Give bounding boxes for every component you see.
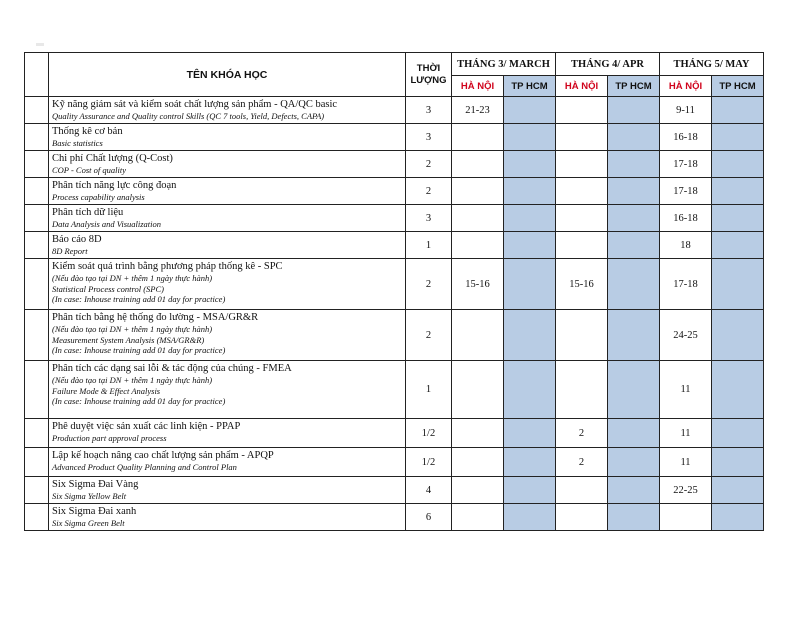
schedule-cell-mar-hn: 21-23: [452, 97, 504, 124]
course-name-cell: [49, 232, 406, 259]
city-header-hanoi-march: HÀ NỘI: [452, 76, 504, 97]
schedule-cell-may-hcm: [712, 232, 764, 259]
schedule-cell-apr-hn: 15-16: [556, 259, 608, 310]
course-row: [25, 310, 764, 361]
course-name-cell: [49, 448, 406, 477]
course-name-vi: Chi phí Chất lượng (Q-Cost): [52, 153, 173, 164]
schedule-cell-mar-hcm: [504, 232, 556, 259]
row-margin-cell: [25, 97, 49, 124]
duration-header-line2: LƯỢNG: [410, 74, 447, 86]
course-name-cell: [49, 361, 406, 419]
course-name-vi: Phân tích năng lực công đoạn: [52, 180, 177, 191]
city-header-hanoi-april: HÀ NỘI: [556, 76, 608, 97]
schedule-cell-may-hn: 18: [660, 232, 712, 259]
schedule-cell-may-hn: 24-25: [660, 310, 712, 361]
month-header-march: THÁNG 3/ MARCH: [452, 53, 556, 76]
course-row: [25, 419, 764, 448]
schedule-cell-may-hcm: [712, 448, 764, 477]
schedule-cell-may-hn: 17-18: [660, 151, 712, 178]
course-name-cell: [49, 310, 406, 361]
schedule-cell-may-hcm: [712, 178, 764, 205]
course-name-vi: Thống kê cơ bản: [52, 126, 123, 137]
course-name-vi: Six Sigma Đai xanh: [52, 506, 137, 517]
schedule-cell-mar-hn: [452, 151, 504, 178]
course-name-vi: Phê duyệt việc sản xuất các linh kiện - PPAP: [52, 421, 241, 432]
schedule-cell-apr-hcm: [608, 419, 660, 448]
schedule-cell-apr-hcm: [608, 124, 660, 151]
course-name-en: Six Sigma Yellow Belt: [52, 491, 127, 501]
course-name-vi: Lập kế hoạch nâng cao chất lượng sản phẩm - APQP: [52, 450, 274, 461]
header-row-months: [25, 53, 764, 76]
schedule-cell-may-hn: 11: [660, 361, 712, 419]
schedule-cell-may-hn: 16-18: [660, 205, 712, 232]
schedule-cell-apr-hcm: [608, 504, 660, 531]
schedule-cell-apr-hn: 2: [556, 448, 608, 477]
row-margin-cell: [25, 504, 49, 531]
page-mark: [36, 43, 44, 46]
schedule-cell-apr-hn: [556, 361, 608, 419]
schedule-cell-mar-hn: [452, 361, 504, 419]
course-name-cell: [49, 477, 406, 504]
course-row: [25, 477, 764, 504]
duration-cell: 4: [406, 477, 452, 504]
duration-cell: 1: [406, 232, 452, 259]
course-name-vi: Kiểm soát quá trình bằng phương pháp thống kê - SPC: [52, 261, 283, 272]
row-margin-cell: [25, 178, 49, 205]
row-margin-cell: [25, 259, 49, 310]
duration-cell: 3: [406, 124, 452, 151]
row-margin-cell: [25, 419, 49, 448]
course-row: [25, 124, 764, 151]
schedule-cell-may-hcm: [712, 310, 764, 361]
duration-cell: 2: [406, 259, 452, 310]
course-row: [25, 361, 764, 419]
schedule-cell-may-hcm: [712, 151, 764, 178]
course-note-vi: (Nếu đào tạo tại DN + thêm 1 ngày thực hành): [52, 375, 213, 385]
schedule-cell-apr-hcm: [608, 97, 660, 124]
course-row: [25, 178, 764, 205]
course-name-en: Advanced Product Quality Planning and Control Plan: [52, 462, 237, 472]
course-name-vi: Six Sigma Đai Vàng: [52, 479, 139, 490]
course-name-cell: [49, 151, 406, 178]
course-name-en: Six Sigma Green Belt: [52, 518, 125, 528]
course-name-cell: [49, 419, 406, 448]
schedule-cell-mar-hn: [452, 232, 504, 259]
duration-cell: 6: [406, 504, 452, 531]
course-name-vi: Phân tích bằng hệ thống đo lường - MSA/GR&R: [52, 312, 259, 323]
schedule-cell-mar-hcm: [504, 97, 556, 124]
schedule-cell-apr-hn: [556, 477, 608, 504]
schedule-cell-mar-hcm: [504, 178, 556, 205]
month-header-may: THÁNG 5/ MAY: [660, 53, 764, 76]
course-name-en: COP - Cost of quality: [52, 165, 126, 175]
schedule-cell-may-hcm: [712, 477, 764, 504]
schedule-cell-apr-hcm: [608, 259, 660, 310]
schedule-cell-apr-hcm: [608, 310, 660, 361]
schedule-cell-apr-hn: [556, 504, 608, 531]
course-name-en: Quality Assurance and Quality control Skills (QC 7 tools, Yield, Defects, CAPA): [52, 111, 325, 121]
course-row: [25, 205, 764, 232]
schedule-cell-mar-hcm: [504, 151, 556, 178]
schedule-cell-apr-hcm: [608, 477, 660, 504]
duration-cell: 3: [406, 205, 452, 232]
duration-cell: 1/2: [406, 448, 452, 477]
schedule-cell-may-hn: 17-18: [660, 178, 712, 205]
course-row: [25, 259, 764, 310]
schedule-cell-may-hcm: [712, 259, 764, 310]
schedule-cell-apr-hcm: [608, 151, 660, 178]
course-name-en: Measurement System Analysis (MSA/GR&R): [52, 335, 205, 345]
training-schedule-table: [24, 52, 764, 531]
row-margin-cell: [25, 448, 49, 477]
duration-cell: 1/2: [406, 419, 452, 448]
course-name-vi: Báo cáo 8D: [52, 234, 102, 245]
schedule-cell-mar-hn: [452, 205, 504, 232]
city-header-hcm-april: TP HCM: [608, 76, 660, 97]
course-name-en: Failure Mode & Effect Analysis: [52, 386, 161, 396]
course-note-en: (In case: Inhouse training add 01 day for practice): [52, 345, 226, 355]
row-margin-cell: [25, 205, 49, 232]
schedule-cell-may-hcm: [712, 419, 764, 448]
schedule-cell-may-hn: 16-18: [660, 124, 712, 151]
course-name-en: Production part approval process: [52, 433, 167, 443]
schedule-cell-apr-hn: [556, 310, 608, 361]
schedule-cell-mar-hcm: [504, 361, 556, 419]
schedule-cell-apr-hn: [556, 232, 608, 259]
course-name-en: Statistical Process control (SPC): [52, 284, 164, 294]
schedule-cell-mar-hcm: [504, 477, 556, 504]
schedule-cell-may-hn: 9-11: [660, 97, 712, 124]
schedule-cell-mar-hcm: [504, 448, 556, 477]
course-row: [25, 504, 764, 531]
row-margin-cell: [25, 124, 49, 151]
schedule-cell-mar-hn: [452, 419, 504, 448]
schedule-cell-may-hn: [660, 504, 712, 531]
schedule-cell-may-hn: 11: [660, 419, 712, 448]
schedule-cell-apr-hcm: [608, 232, 660, 259]
month-header-april: THÁNG 4/ APR: [556, 53, 660, 76]
schedule-cell-mar-hn: [452, 477, 504, 504]
course-name-cell: [49, 124, 406, 151]
schedule-cell-may-hcm: [712, 124, 764, 151]
schedule-cell-mar-hn: [452, 124, 504, 151]
schedule-cell-mar-hcm: [504, 259, 556, 310]
course-name-en: Basic statistics: [52, 138, 103, 148]
course-name-vi: Phân tích dữ liệu: [52, 207, 124, 218]
course-note-vi: (Nếu đào tạo tại DN + thêm 1 ngày thực hành): [52, 324, 213, 334]
course-name-cell: [49, 205, 406, 232]
course-name-vi: Phân tích các dạng sai lỗi & tác động của chúng - FMEA: [52, 363, 292, 374]
schedule-cell-mar-hn: [452, 448, 504, 477]
schedule-cell-mar-hn: 15-16: [452, 259, 504, 310]
schedule-cell-mar-hcm: [504, 205, 556, 232]
row-margin-cell: [25, 361, 49, 419]
course-note-en: (In case: Inhouse training add 01 day for practice): [52, 294, 226, 304]
row-margin-cell: [25, 477, 49, 504]
duration-cell: 2: [406, 151, 452, 178]
schedule-cell-mar-hcm: [504, 124, 556, 151]
schedule-cell-apr-hcm: [608, 178, 660, 205]
course-row: [25, 232, 764, 259]
course-name-header: TÊN KHÓA HỌC: [49, 53, 406, 97]
duration-header: [406, 53, 452, 97]
row-margin-cell: [25, 232, 49, 259]
course-row: [25, 448, 764, 477]
schedule-cell-mar-hcm: [504, 419, 556, 448]
schedule-cell-may-hn: 17-18: [660, 259, 712, 310]
schedule-cell-apr-hn: 2: [556, 419, 608, 448]
course-row: [25, 97, 764, 124]
course-name-en: Data Analysis and Visualization: [52, 219, 162, 229]
course-name-cell: [49, 97, 406, 124]
course-name-en: Process capability analysis: [52, 192, 145, 202]
duration-cell: 3: [406, 97, 452, 124]
blank-corner-cell: [25, 53, 49, 97]
schedule-cell-may-hn: 22-25: [660, 477, 712, 504]
course-name-vi: Kỹ năng giám sát và kiểm soát chất lượng sản phẩm - QA/QC basic: [52, 99, 338, 110]
city-header-hcm-may: TP HCM: [712, 76, 764, 97]
schedule-cell-mar-hcm: [504, 504, 556, 531]
course-name-cell: [49, 259, 406, 310]
course-name-cell: [49, 504, 406, 531]
row-margin-cell: [25, 310, 49, 361]
duration-cell: 1: [406, 361, 452, 419]
schedule-cell-may-hcm: [712, 504, 764, 531]
course-note-en: (In case: Inhouse training add 01 day for practice): [52, 396, 226, 406]
schedule-cell-apr-hcm: [608, 448, 660, 477]
schedule-cell-apr-hn: [556, 178, 608, 205]
schedule-cell-mar-hn: [452, 310, 504, 361]
schedule-cell-may-hcm: [712, 361, 764, 419]
schedule-cell-apr-hn: [556, 97, 608, 124]
schedule-cell-apr-hcm: [608, 205, 660, 232]
schedule-cell-may-hn: 11: [660, 448, 712, 477]
city-header-hanoi-may: HÀ NỘI: [660, 76, 712, 97]
schedule-cell-mar-hcm: [504, 310, 556, 361]
schedule-cell-apr-hn: [556, 205, 608, 232]
schedule-cell-apr-hcm: [608, 361, 660, 419]
schedule-cell-mar-hn: [452, 178, 504, 205]
schedule-cell-may-hcm: [712, 205, 764, 232]
course-note-vi: (Nếu đào tạo tại DN + thêm 1 ngày thực hành): [52, 273, 213, 283]
course-row: [25, 151, 764, 178]
city-header-hcm-march: TP HCM: [504, 76, 556, 97]
schedule-cell-mar-hn: [452, 504, 504, 531]
duration-cell: 2: [406, 310, 452, 361]
course-name-en: 8D Report: [52, 246, 88, 256]
schedule-cell-apr-hn: [556, 124, 608, 151]
duration-cell: 2: [406, 178, 452, 205]
schedule-cell-may-hcm: [712, 97, 764, 124]
duration-header-line1: THỜI: [416, 62, 441, 74]
course-name-cell: [49, 178, 406, 205]
schedule-cell-apr-hn: [556, 151, 608, 178]
row-margin-cell: [25, 151, 49, 178]
